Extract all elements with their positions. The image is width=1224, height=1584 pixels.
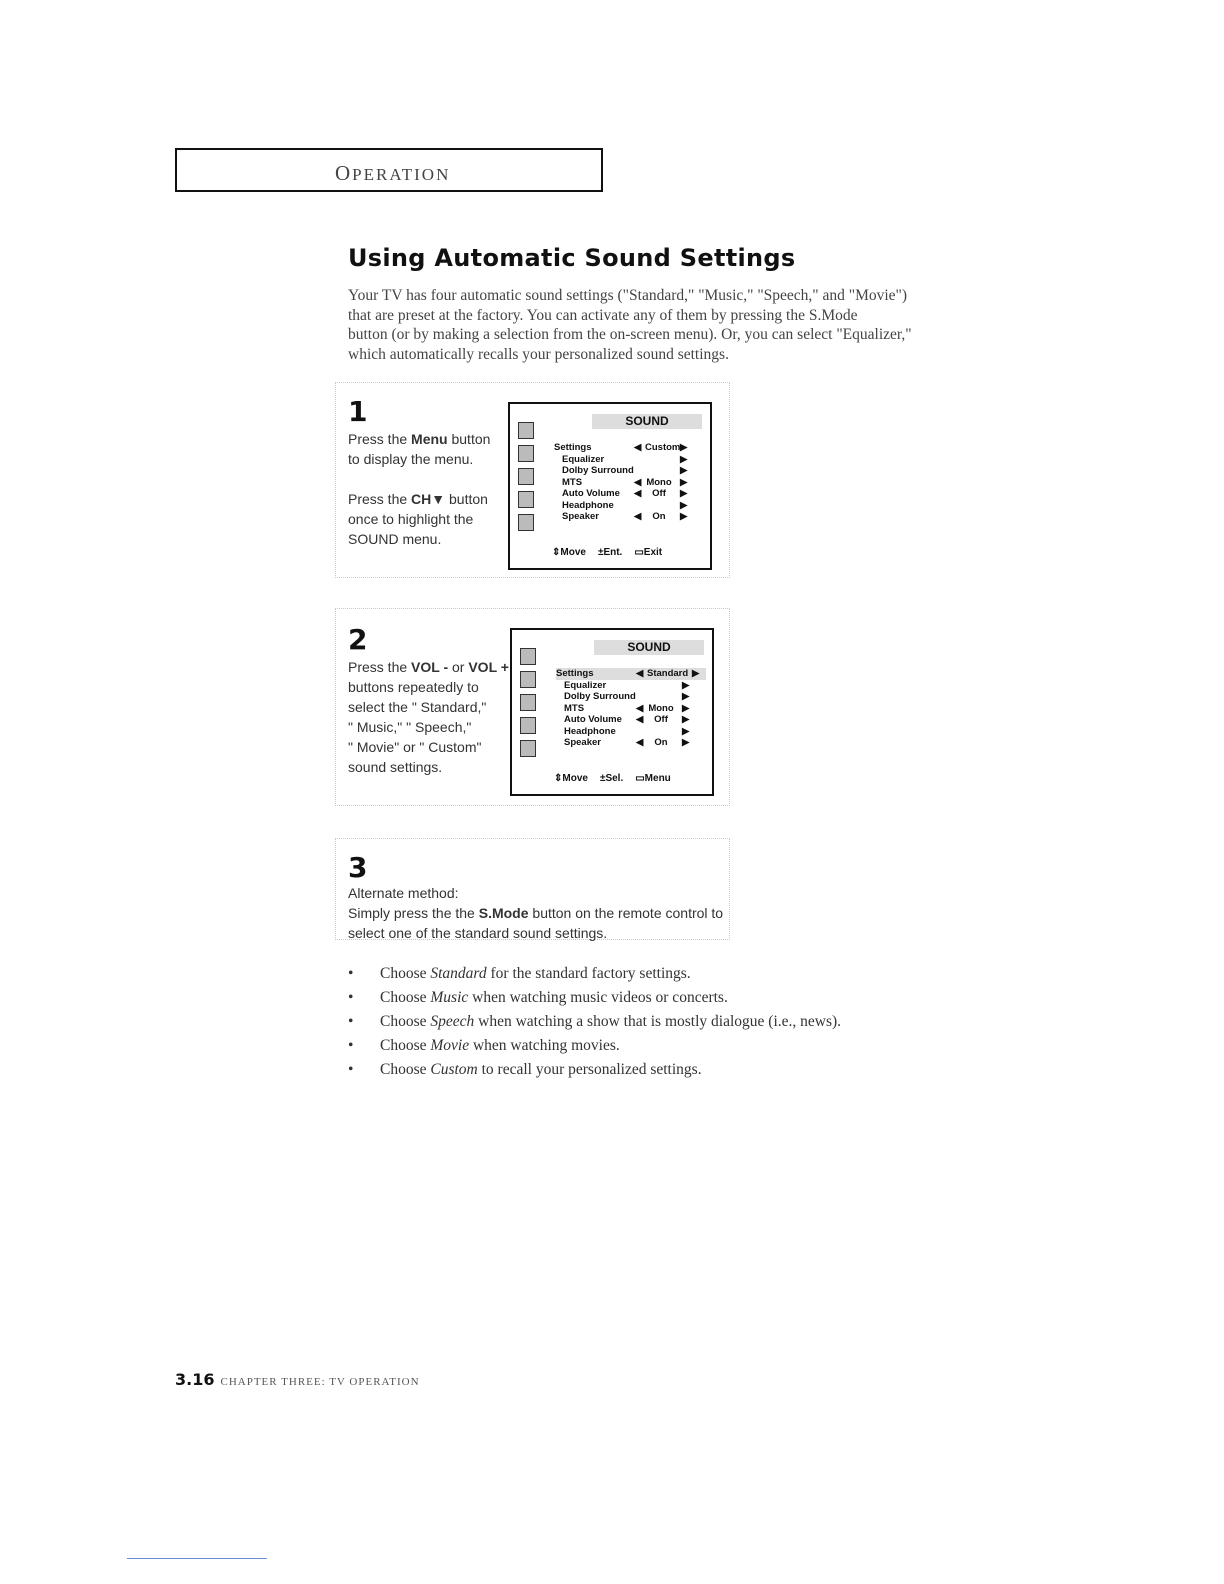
- step-1-panel: [335, 382, 730, 578]
- menu-row: Equalizer ▶: [564, 679, 690, 691]
- step-instructions: Press the Menu button to display the menu. Press the CH▼ button once to highlight the SOUND menu.: [348, 431, 491, 547]
- menu-heading: SOUND: [592, 414, 702, 429]
- channel-icon: [520, 694, 536, 711]
- menu-footer: ⇕Move ±Sel. ▭Menu: [554, 773, 671, 784]
- list-item: • Choose Custom to recall your personalized settings.: [348, 1058, 841, 1082]
- step-number: 1: [348, 395, 368, 428]
- page-number: 3.16: [175, 1370, 215, 1389]
- menu-row-highlighted: Settings ◀ Standard ▶: [556, 668, 706, 680]
- picture-icon: [520, 648, 536, 665]
- menu-row: Auto Volume ◀ Off ▶: [564, 714, 690, 725]
- page-title: Using Automatic Sound Settings: [348, 244, 796, 272]
- menu-row: MTS ◀ Mono ▶: [564, 702, 690, 714]
- setup-icon: [518, 491, 534, 508]
- menu-row: Dolby Surround ▶: [564, 691, 690, 702]
- intro-paragraph: [348, 286, 1048, 364]
- step-number: 2: [348, 623, 368, 656]
- menu-icons: [520, 648, 536, 763]
- input-icon: [520, 740, 536, 757]
- menu-row: MTS ◀ Mono ▶: [562, 476, 688, 488]
- step-number: 3: [348, 851, 368, 884]
- list-item: • Choose Movie when watching movies.: [348, 1034, 841, 1058]
- section-header-box: [175, 148, 603, 192]
- step-3-panel: [335, 838, 730, 940]
- sound-mode-list: [348, 962, 841, 1082]
- menu-rows: [554, 442, 704, 523]
- menu-row: Auto Volume ◀ Off ▶: [562, 488, 688, 499]
- step-instructions: Alternate method: Simply press the the S.Mode button on the remote control to select one of the standard sound settings.: [348, 885, 724, 941]
- channel-icon: [518, 468, 534, 485]
- intro-line: Your TV has four automatic sound settings ("Standard," "Music," "Speech," and "Movie"): [348, 287, 908, 304]
- intro-line: that are preset at the factory. You can activate any of them by pressing the S.Mode: [348, 306, 858, 324]
- sound-icon: [520, 671, 536, 688]
- bottom-rule: [127, 1558, 267, 1559]
- chapter-label: CHAPTER THREE: TV OPERATION: [220, 1376, 420, 1388]
- input-icon: [518, 514, 534, 531]
- menu-row: Speaker ◀ On ▶: [562, 511, 688, 522]
- intro-line: button (or by making a selection from the on-screen menu). Or, you can select "Equalizer,": [348, 326, 912, 343]
- step-instructions: Press the VOL - or VOL + buttons repeatedly to select the " Standard," " Music," " Speech," " Movie" or " Custom" sound settings.: [348, 659, 509, 775]
- list-item: • Choose Music when watching music videos or concerts.: [348, 986, 841, 1010]
- page-footer: [175, 1370, 420, 1389]
- section-header: OPERATION: [335, 161, 451, 185]
- menu-row: Headphone ▶: [564, 725, 690, 737]
- picture-icon: [518, 422, 534, 439]
- menu-footer: ⇕Move ±Ent. ▭Exit: [552, 547, 663, 558]
- list-item: • Choose Speech when watching a show that is mostly dialogue (i.e., news).: [348, 1010, 841, 1034]
- sound-icon: [518, 445, 534, 462]
- menu-row: Equalizer ▶: [562, 453, 688, 465]
- tv-screen-sound-settings: [510, 628, 714, 796]
- menu-heading: SOUND: [594, 640, 704, 655]
- menu-row: Speaker ◀ On ▶: [564, 737, 690, 748]
- list-item: • Choose Standard for the standard factory settings.: [348, 962, 841, 986]
- menu-row: Headphone ▶: [562, 499, 688, 511]
- setup-icon: [520, 717, 536, 734]
- menu-icons: [518, 422, 534, 537]
- menu-row: Dolby Surround ▶: [562, 465, 688, 476]
- menu-rows: [556, 668, 706, 749]
- tv-screen-sound-menu: [508, 402, 712, 570]
- intro-line: which automatically recalls your personalized sound settings.: [348, 345, 729, 363]
- menu-row: Settings ◀ Custom ▶: [554, 442, 688, 453]
- step-2-panel: [335, 608, 730, 806]
